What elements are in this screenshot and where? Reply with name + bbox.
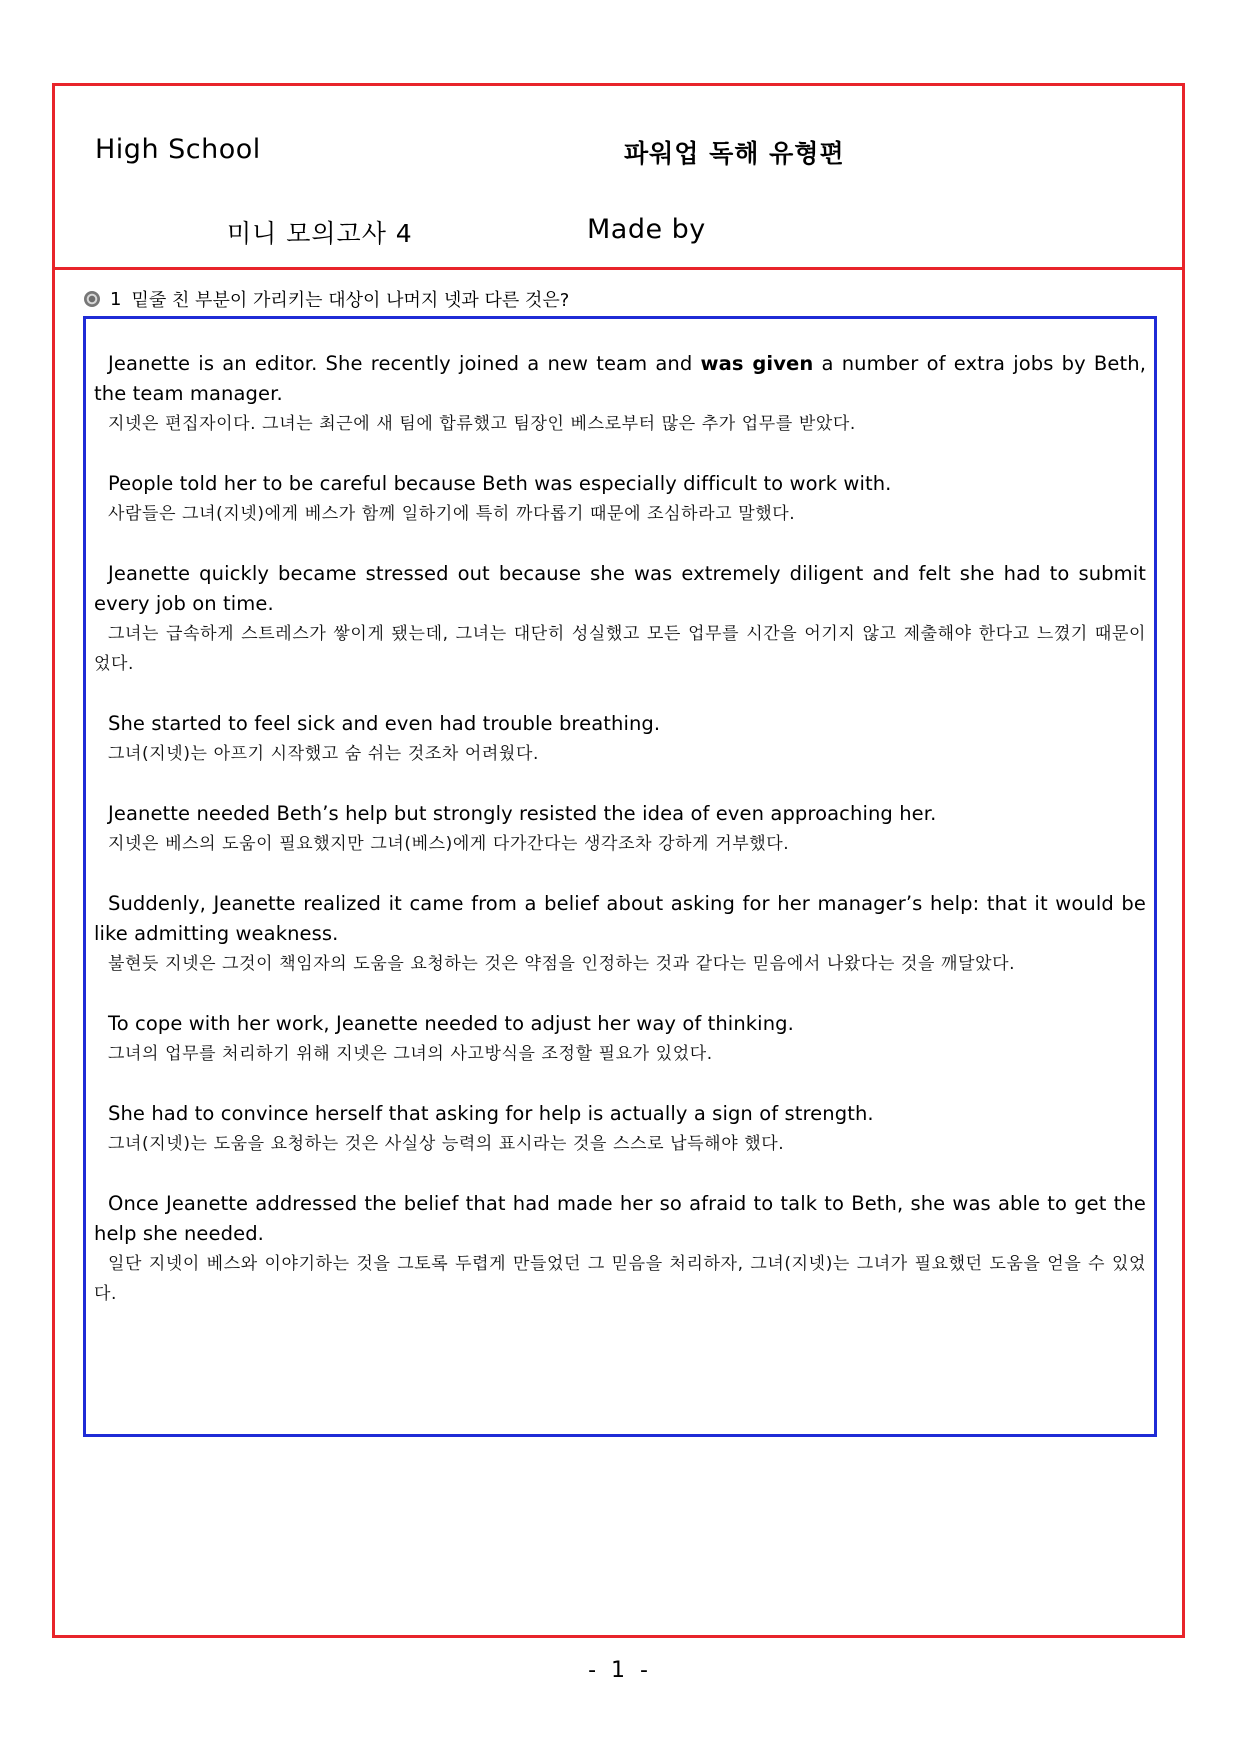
english-sentence: People told her to be careful because Beth was especially difficult to work with. [108, 472, 892, 495]
english-sentence: She had to convince herself that asking for help is actually a sign of strength. [108, 1102, 874, 1125]
english-sentence: Jeanette quickly became stressed out because she was extremely diligent and felt she had to submit every job on time. [94, 562, 1146, 615]
passage-paragraph [94, 1009, 1146, 1069]
passage-box [83, 316, 1157, 1437]
school-level-title: High School [95, 134, 261, 165]
english-sentence: Jeanette is an editor. She recently joined a new team and was given a number of extra jobs by Beth, the team manager. [94, 352, 1146, 405]
emphasized-phrase: was given [700, 352, 814, 375]
bullet-icon [84, 291, 100, 307]
english-sentence: She started to feel sick and even had trouble breathing. [108, 712, 661, 735]
passage-paragraph [94, 559, 1146, 679]
korean-translation: 지넷은 편집자이다. 그녀는 최근에 새 팀에 합류했고 팀장인 베스로부터 많은 추가 업무를 받았다. [108, 414, 856, 434]
passage-paragraph [94, 709, 1146, 769]
english-sentence: Suddenly, Jeanette realized it came from a belief about asking for her manager’s help: that it would be like admitting weakness. [94, 892, 1146, 945]
header-divider [55, 267, 1182, 270]
korean-translation: 일단 지넷이 베스와 이야기하는 것을 그토록 두렵게 만들었던 그 믿음을 처리하자, 그녀(지넷)는 그녀가 필요했던 도움을 얻을 수 있었다. [94, 1254, 1146, 1304]
passage-paragraph [94, 1189, 1146, 1309]
english-sentence: Once Jeanette addressed the belief that had made her so afraid to talk to Beth, she was able to get the help she needed. [94, 1192, 1146, 1245]
passage-paragraph [94, 469, 1146, 529]
question-number: 1 [110, 288, 122, 310]
passage-paragraph [94, 1099, 1146, 1159]
korean-translation: 불현듯 지넷은 그것이 책임자의 도움을 요청하는 것은 약점을 인정하는 것과 같다는 믿음에서 나왔다는 것을 깨달았다. [108, 954, 1016, 974]
korean-translation: 사람들은 그녀(지넷)에게 베스가 함께 일하기에 특히 까다롭기 때문에 조심하라고 말했다. [108, 504, 796, 524]
page-frame [52, 83, 1185, 1638]
question-prompt [84, 286, 569, 312]
question-text: 밑줄 친 부분이 가리키는 대상이 나머지 넷과 다른 것은? [131, 290, 570, 311]
korean-translation: 그녀(지넷)는 아프기 시작했고 숨 쉬는 것조차 어려웠다. [108, 744, 539, 764]
korean-translation: 그녀의 업무를 처리하기 위해 지넷은 그녀의 사고방식을 조정할 필요가 있었다. [108, 1044, 713, 1064]
english-sentence: Jeanette needed Beth’s help but strongly resisted the idea of even approaching her. [108, 802, 937, 825]
english-sentence: To cope with her work, Jeanette needed to adjust her way of thinking. [108, 1012, 794, 1035]
passage-paragraph [94, 349, 1146, 439]
korean-translation: 그녀(지넷)는 도움을 요청하는 것은 사실상 능력의 표시라는 것을 스스로 납득해야 했다. [108, 1134, 785, 1154]
korean-translation: 그녀는 급속하게 스트레스가 쌓이게 됐는데, 그녀는 대단히 성실했고 모든 업무를 시간을 어기지 않고 제출해야 한다고 느꼈기 때문이었다. [94, 624, 1146, 674]
page-number: - 1 - [588, 1658, 652, 1683]
book-title: 파워업 독해 유형편 [624, 139, 845, 168]
passage-paragraph [94, 889, 1146, 979]
test-name: 미니 모의고사 4 [227, 219, 413, 248]
korean-translation: 지넷은 베스의 도움이 필요했지만 그녀(베스)에게 다가간다는 생각조차 강하게 거부했다. [108, 834, 790, 854]
passage-paragraph [94, 799, 1146, 859]
made-by-label: Made by [587, 214, 706, 245]
